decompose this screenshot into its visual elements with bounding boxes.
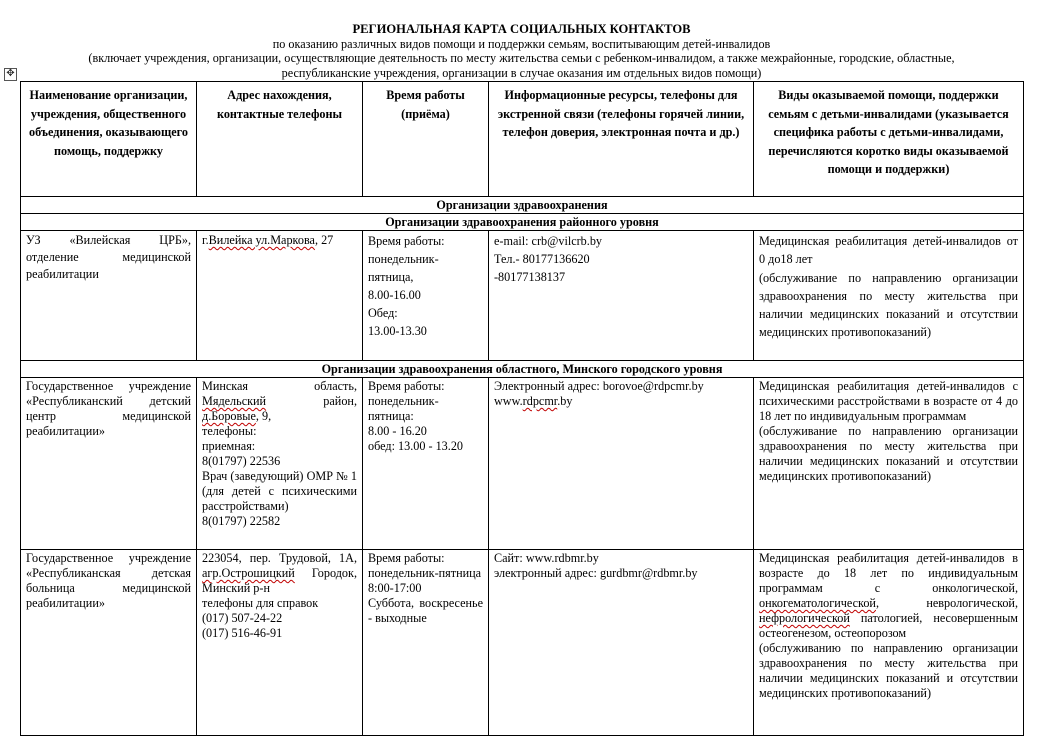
services-note: (обслуживанию по направлению организации здравоохранения по месту жительства при наличии медицинских показаний и отсутствии медицинских противопоказаний) — [759, 641, 1018, 700]
row2-services — [754, 378, 1024, 550]
row2-info — [489, 378, 754, 550]
row1-organization: УЗ «Вилейская ЦРБ», отделение медицинской реабилитации — [21, 231, 197, 361]
address-prefix: г. — [202, 233, 209, 247]
hours-line: Суббота, воскресенье - выходные — [368, 596, 483, 625]
row2-address — [197, 378, 363, 550]
phone: (017) 507-24-22 — [202, 611, 283, 625]
address-house: , 9, — [255, 409, 272, 423]
row2-organization: Государственное учреждение «Республиканский детский центр медицинской реабилитации» — [21, 378, 197, 550]
website — [494, 394, 748, 409]
hours-line: Время работы: — [368, 551, 445, 565]
row3-organization: Государственное учреждение «Республиканская детская больница медицинской реабилитации» — [21, 550, 197, 736]
services-term: нефрологической — [759, 611, 850, 625]
services-text — [759, 551, 1018, 641]
header-info-resources: Информационные ресурсы, телефоны для экстренной связи (телефоны горячей линии, телефон доверия, электронная почта и др.) — [489, 82, 754, 197]
website: Сайт: www.rdbmr.by — [494, 551, 599, 565]
table-move-handle-icon[interactable]: ✥ — [4, 68, 17, 81]
table-row — [21, 550, 1024, 736]
document-header — [0, 0, 1043, 80]
document-note-line-1: (включает учреждения, организации, осуществляющие деятельность по месту жительства семьи с ребенком-инвалидом, а также межрайонные, городские, областные, — [88, 51, 955, 66]
section-row — [21, 214, 1024, 231]
address-line: Врач (заведующий) ОМР № 1 (для детей с психическими расстройствами) — [202, 469, 357, 513]
section-row — [21, 361, 1024, 378]
services-text: Медицинская реабилитация детей-инвалидов с психическими расстройствами в возрасте от 4 до 18 лет по индивидуальным программам — [759, 379, 1018, 423]
email: электронный адрес: gurdbmr@rdbmr.by — [494, 566, 698, 580]
hours-line: понедельник-пятница, — [368, 252, 439, 284]
website-domain: rdpcmr — [522, 394, 558, 408]
phone: 8(01797) 22536 — [202, 454, 281, 468]
phone: (017) 516-46-91 — [202, 626, 283, 640]
services-note: (обслуживание по направлению организации здравоохранения по месту жительства при наличии медицинских показаний и отсутствии медицинских противопоказаний) — [759, 424, 1018, 483]
services-part: , неврологической, — [875, 596, 1018, 610]
hours-line: Время работы: — [368, 379, 445, 393]
row3-services — [754, 550, 1024, 736]
section-row — [21, 197, 1024, 214]
hours-line: 13.00-13.30 — [368, 324, 427, 338]
services-text: Медицинская реабилитация детей-инвалидов от 0 до18 лет — [759, 234, 1018, 267]
email: Электронный адрес: borovoe@rdpcmr.by — [494, 379, 704, 393]
website-suffix: .by — [557, 394, 573, 408]
row2-hours — [363, 378, 489, 550]
address-district: Мядельский — [202, 394, 267, 408]
address-town: агр.Острошицкий — [202, 566, 295, 580]
address-suffix: , 27 — [314, 233, 334, 247]
section-district: Организации здравоохранения районного уровня — [21, 214, 1024, 231]
address-district-word: район, — [266, 394, 357, 408]
services-part: Медицинская реабилитация детей-инвалидов в возрасте до 18 лет по индивидуальным программам с онкологической, — [759, 551, 1018, 595]
address-line — [202, 551, 357, 596]
row3-address — [197, 550, 363, 736]
address-city: Вилейка ул.Маркова — [208, 233, 315, 247]
row1-services — [754, 231, 1024, 361]
table-row — [21, 231, 1024, 361]
phone: Тел.- 80177136620 — [494, 252, 590, 266]
phone: -80177138137 — [494, 270, 566, 284]
website-prefix: www. — [494, 394, 523, 408]
email: e-mail: crb@vilcrb.by — [494, 234, 603, 248]
contacts-table — [20, 81, 1024, 736]
hours-line: 8.00 - 16.20 — [368, 424, 427, 438]
document-subtitle: по оказанию различных видов помощи и поддержки семьям, воспитывающим детей-инвалидов — [272, 36, 771, 51]
address-area: Городок, Минский р-н — [202, 566, 357, 595]
address-line: телефоны для справок — [202, 596, 319, 610]
document-title: РЕГИОНАЛЬНАЯ КАРТА СОЦИАЛЬНЫХ КОНТАКТОВ — [352, 22, 691, 36]
services-part: патологией, несовершенным остеогенезом, остеопорозом — [759, 611, 1018, 640]
header-services: Виды оказываемой помощи, поддержки семьям с детьми-инвалидами (указывается специфика работы с детьми-инвалидами, перечисляются коротко виды оказываемой помощи и поддержки) — [754, 82, 1024, 197]
hours-line: понедельник-пятница: — [368, 394, 439, 423]
document-note-line-2: республиканские учреждения, организации в случае оказания им отдельных видов помощи) — [281, 65, 762, 80]
address-line: приемная: — [202, 439, 256, 453]
table-header-row — [21, 82, 1024, 197]
hours-line: понедельник-пятница 8:00-17:00 — [368, 566, 482, 595]
row1-address — [197, 231, 363, 361]
address-region: Минская область, — [202, 379, 357, 393]
section-regional: Организации здравоохранения областного, Минского городского уровня — [21, 361, 1024, 378]
row3-info — [489, 550, 754, 736]
services-term: онкогематологической — [759, 596, 876, 610]
row1-hours — [363, 231, 489, 361]
header-organization: Наименование организации, учреждения, общественного объединения, оказывающего помощь, поддержку — [21, 82, 197, 197]
address-line: телефоны: — [202, 424, 257, 438]
section-health: Организации здравоохранения — [21, 197, 1024, 214]
address-line — [202, 379, 357, 424]
address-village: д.Боровые — [202, 409, 256, 423]
row3-hours — [363, 550, 489, 736]
phone: 8(01797) 22582 — [202, 514, 281, 528]
table-row — [21, 378, 1024, 550]
hours-line: Время работы: — [368, 234, 445, 248]
hours-line: Обед: — [368, 306, 398, 320]
header-address: Адрес нахождения, контактные телефоны — [197, 82, 363, 197]
address-street: 223054, пер. Трудовой, 1А, — [202, 551, 357, 565]
hours-line: 8.00-16.00 — [368, 288, 421, 302]
row1-info — [489, 231, 754, 361]
header-hours: Время работы (приёма) — [363, 82, 489, 197]
services-note: (обслуживание по направлению организации здравоохранения по месту жительства при наличии медицинских показаний и отсутствии медицинских противопоказаний) — [759, 270, 1018, 340]
hours-line: обед: 13.00 - 13.20 — [368, 439, 464, 453]
